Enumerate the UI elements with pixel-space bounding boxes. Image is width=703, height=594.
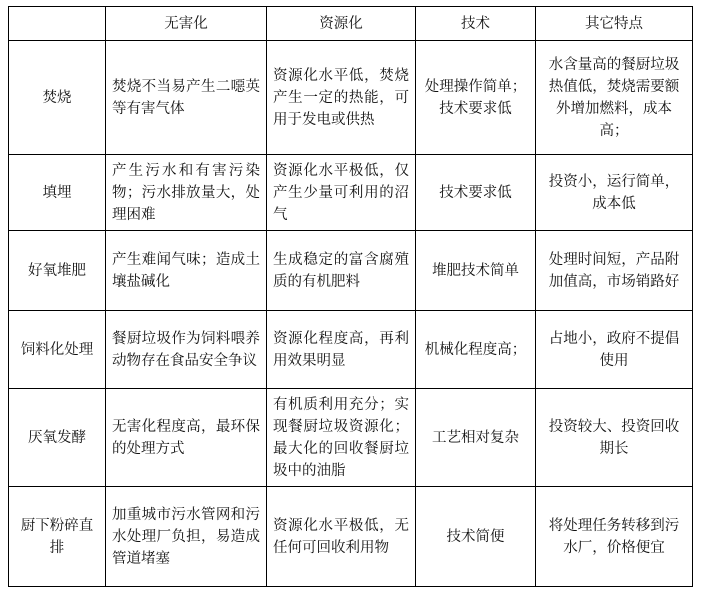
- technology-cell: 处理操作简单；技术要求低: [416, 41, 536, 155]
- harmless-cell: 产生污水和有害污染物；污水排放量大，处理困难: [106, 155, 267, 231]
- header-corner-cell: [9, 7, 106, 41]
- other-features-cell: 投资小，运行简单，成本低: [536, 155, 693, 231]
- harmless-cell: 产生难闻气味；造成土壤盐碱化: [106, 231, 267, 311]
- technology-cell: 技术要求低: [416, 155, 536, 231]
- row-method-cell: 厨下粉碎直排: [9, 487, 106, 587]
- row-method-cell: 填埋: [9, 155, 106, 231]
- resource-cell: 资源化水平极低，无任何可回收利用物: [267, 487, 416, 587]
- other-features-cell: 处理时间短，产品附加值高，市场销路好: [536, 231, 693, 311]
- table-row: [9, 155, 693, 231]
- resource-cell: 有机质利用充分；实现餐厨垃圾资源化；最大化的回收餐厨垃圾中的油脂: [267, 389, 416, 487]
- other-features-cell: 将处理任务转移到污水厂，价格便宜: [536, 487, 693, 587]
- other-features-cell: 占地小，政府不提倡使用: [536, 311, 693, 389]
- technology-cell: 技术简便: [416, 487, 536, 587]
- row-method-cell: 饲料化处理: [9, 311, 106, 389]
- header-row: [9, 7, 693, 41]
- table-row: [9, 487, 693, 587]
- resource-cell: 生成稳定的富含腐殖质的有机肥料: [267, 231, 416, 311]
- harmless-cell: 无害化程度高，最环保的处理方式: [106, 389, 267, 487]
- table-row: [9, 389, 693, 487]
- table-row: [9, 311, 693, 389]
- technology-cell: 机械化程度高；: [416, 311, 536, 389]
- comparison-table: [8, 6, 693, 587]
- table-row: [9, 231, 693, 311]
- row-method-cell: 厌氧发酵: [9, 389, 106, 487]
- harmless-cell: 焚烧不当易产生二噁英等有害气体: [106, 41, 267, 155]
- header-harmless: 无害化: [106, 7, 267, 41]
- technology-cell: 工艺相对复杂: [416, 389, 536, 487]
- resource-cell: 资源化程度高，再利用效果明显: [267, 311, 416, 389]
- table-row: [9, 41, 693, 155]
- resource-cell: 资源化水平极低，仅产生少量可利用的沼气: [267, 155, 416, 231]
- row-method-cell: 焚烧: [9, 41, 106, 155]
- technology-cell: 堆肥技术简单: [416, 231, 536, 311]
- other-features-cell: 水含量高的餐厨垃圾热值低，焚烧需要额外增加燃料，成本高；: [536, 41, 693, 155]
- resource-cell: 资源化水平低，焚烧产生一定的热能，可用于发电或供热: [267, 41, 416, 155]
- header-technology: 技术: [416, 7, 536, 41]
- harmless-cell: 餐厨垃圾作为饲料喂养动物存在食品安全争议: [106, 311, 267, 389]
- harmless-cell: 加重城市污水管网和污水处理厂负担，易造成管道堵塞: [106, 487, 267, 587]
- row-method-cell: 好氧堆肥: [9, 231, 106, 311]
- header-resource: 资源化: [267, 7, 416, 41]
- other-features-cell: 投资较大、投资回收期长: [536, 389, 693, 487]
- header-other-features: 其它特点: [536, 7, 693, 41]
